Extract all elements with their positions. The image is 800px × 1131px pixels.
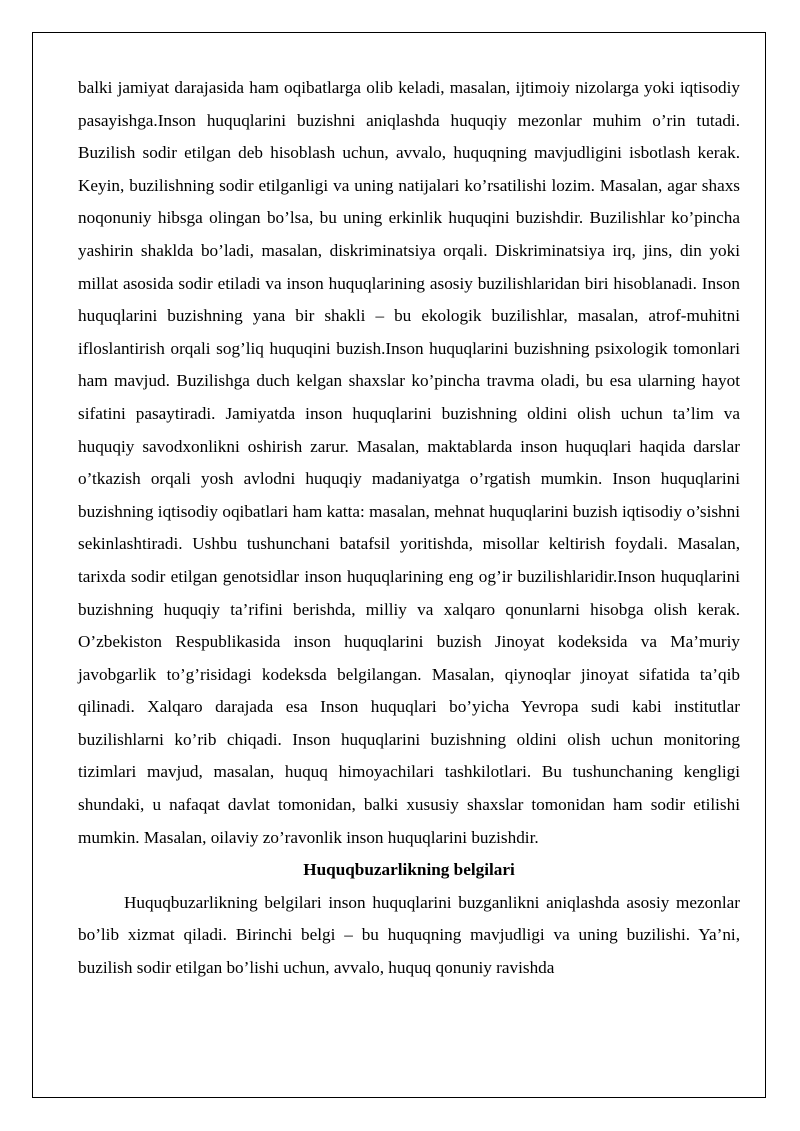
body-paragraph-2: Huquqbuzarlikning belgilari inson huquqlarini buzganlikni aniqlashda asosiy mezonlar bo’lib xizmat qiladi. Birinchi belgi – bu huquqning mavjudligi va uning buzilishi. Ya’ni, buzilish sodir etilgan bo’lishi uchun, avvalo, huquq qonuniy ravishda (78, 892, 740, 978)
section-heading: Huquqbuzarlikning belgilari (303, 860, 515, 880)
body-paragraph-1: balki jamiyat darajasida ham oqibatlarga olib keladi, masalan, ijtimoiy nizolarga yoki iqtisodiy pasayishga.Inson huquqlarini buzishni aniqlashda huquqiy mezonlar muhim o’rin tutadi. Buzilish sodir etilgan deb hisoblash uchun, avvalo, huquqning mavjudligini isbotlash kerak. Keyin, buzilishning sodir etilganligi va uning natijalari ko’rsatilishi lozim. Masalan, agar shaxs noqonuniy hibsga olingan bo’lsa, bu uning erkinlik huquqini buzishdir. Buzilishlar ko’pincha yashirin shaklda bo’ladi, masalan, diskriminatsiya orqali. Diskriminatsiya irq, jins, din yoki millat asosida sodir etiladi va inson huquqlarining asosiy buzilishlaridan biri hisoblanadi. Inson huquqlarini buzishning yana bir shakli – bu ekologik buzilishlar, masalan, atrof-muhitni ifloslantirish orqali sog’liq huquqini buzish.Inson huquqlarini buzishning psixologik tomonlari ham mavjud. Buzilishga duch kelgan shaxslar ko’pincha travma oladi, bu esa ularning hayot sifatini pasaytiradi. Jamiyatda inson huquqlarini buzishning oldini olish uchun ta’lim va huquqiy savodxonlikni oshirish zarur. Masalan, maktablarda inson huquqlari haqida darslar o’tkazish orqali yosh avlodni huquqiy madaniyatga o’rgatish mumkin. Inson huquqlarini buzishning iqtisodiy oqibatlari ham katta: masalan, mehnat huquqlarini buzish iqtisodiy o’sishni sekinlashtiradi. Ushbu tushunchani batafsil yoritishda, misollar keltirish foydali. Masalan, tarixda sodir etilgan genotsidlar inson huquqlarining eng og’ir buzilishlaridir.Inson huquqlarini buzishning huquqiy ta’rifini berishda, milliy va xalqaro qonunlarni hisobga olish kerak. O’zbekiston Respublikasida inson huquqlarini buzish Jinoyat kodeksida va Ma’muriy javobgarlik to’g’risidagi kodeksda belgilangan. Masalan, qiynoqlar jinoyat sifatida ta’qib qilinadi. Xalqaro darajada esa Inson huquqlari bo’yicha Yevropa sudi kabi institutlar buzilishlarni ko’rib chiqadi. Inson huquqlarini buzishning oldini olish uchun monitoring tizimlari mavjud, masalan, huquq himoyachilari tashkilotlari. Bu tushunchaning kengligi shundaki, u nafaqat davlat tomonidan, balki xususiy shaxslar tomonidan ham sodir etilishi mumkin. Masalan, oilaviy zo’ravonlik inson huquqlarini buzishdir. (78, 78, 740, 847)
document-body (78, 72, 740, 985)
